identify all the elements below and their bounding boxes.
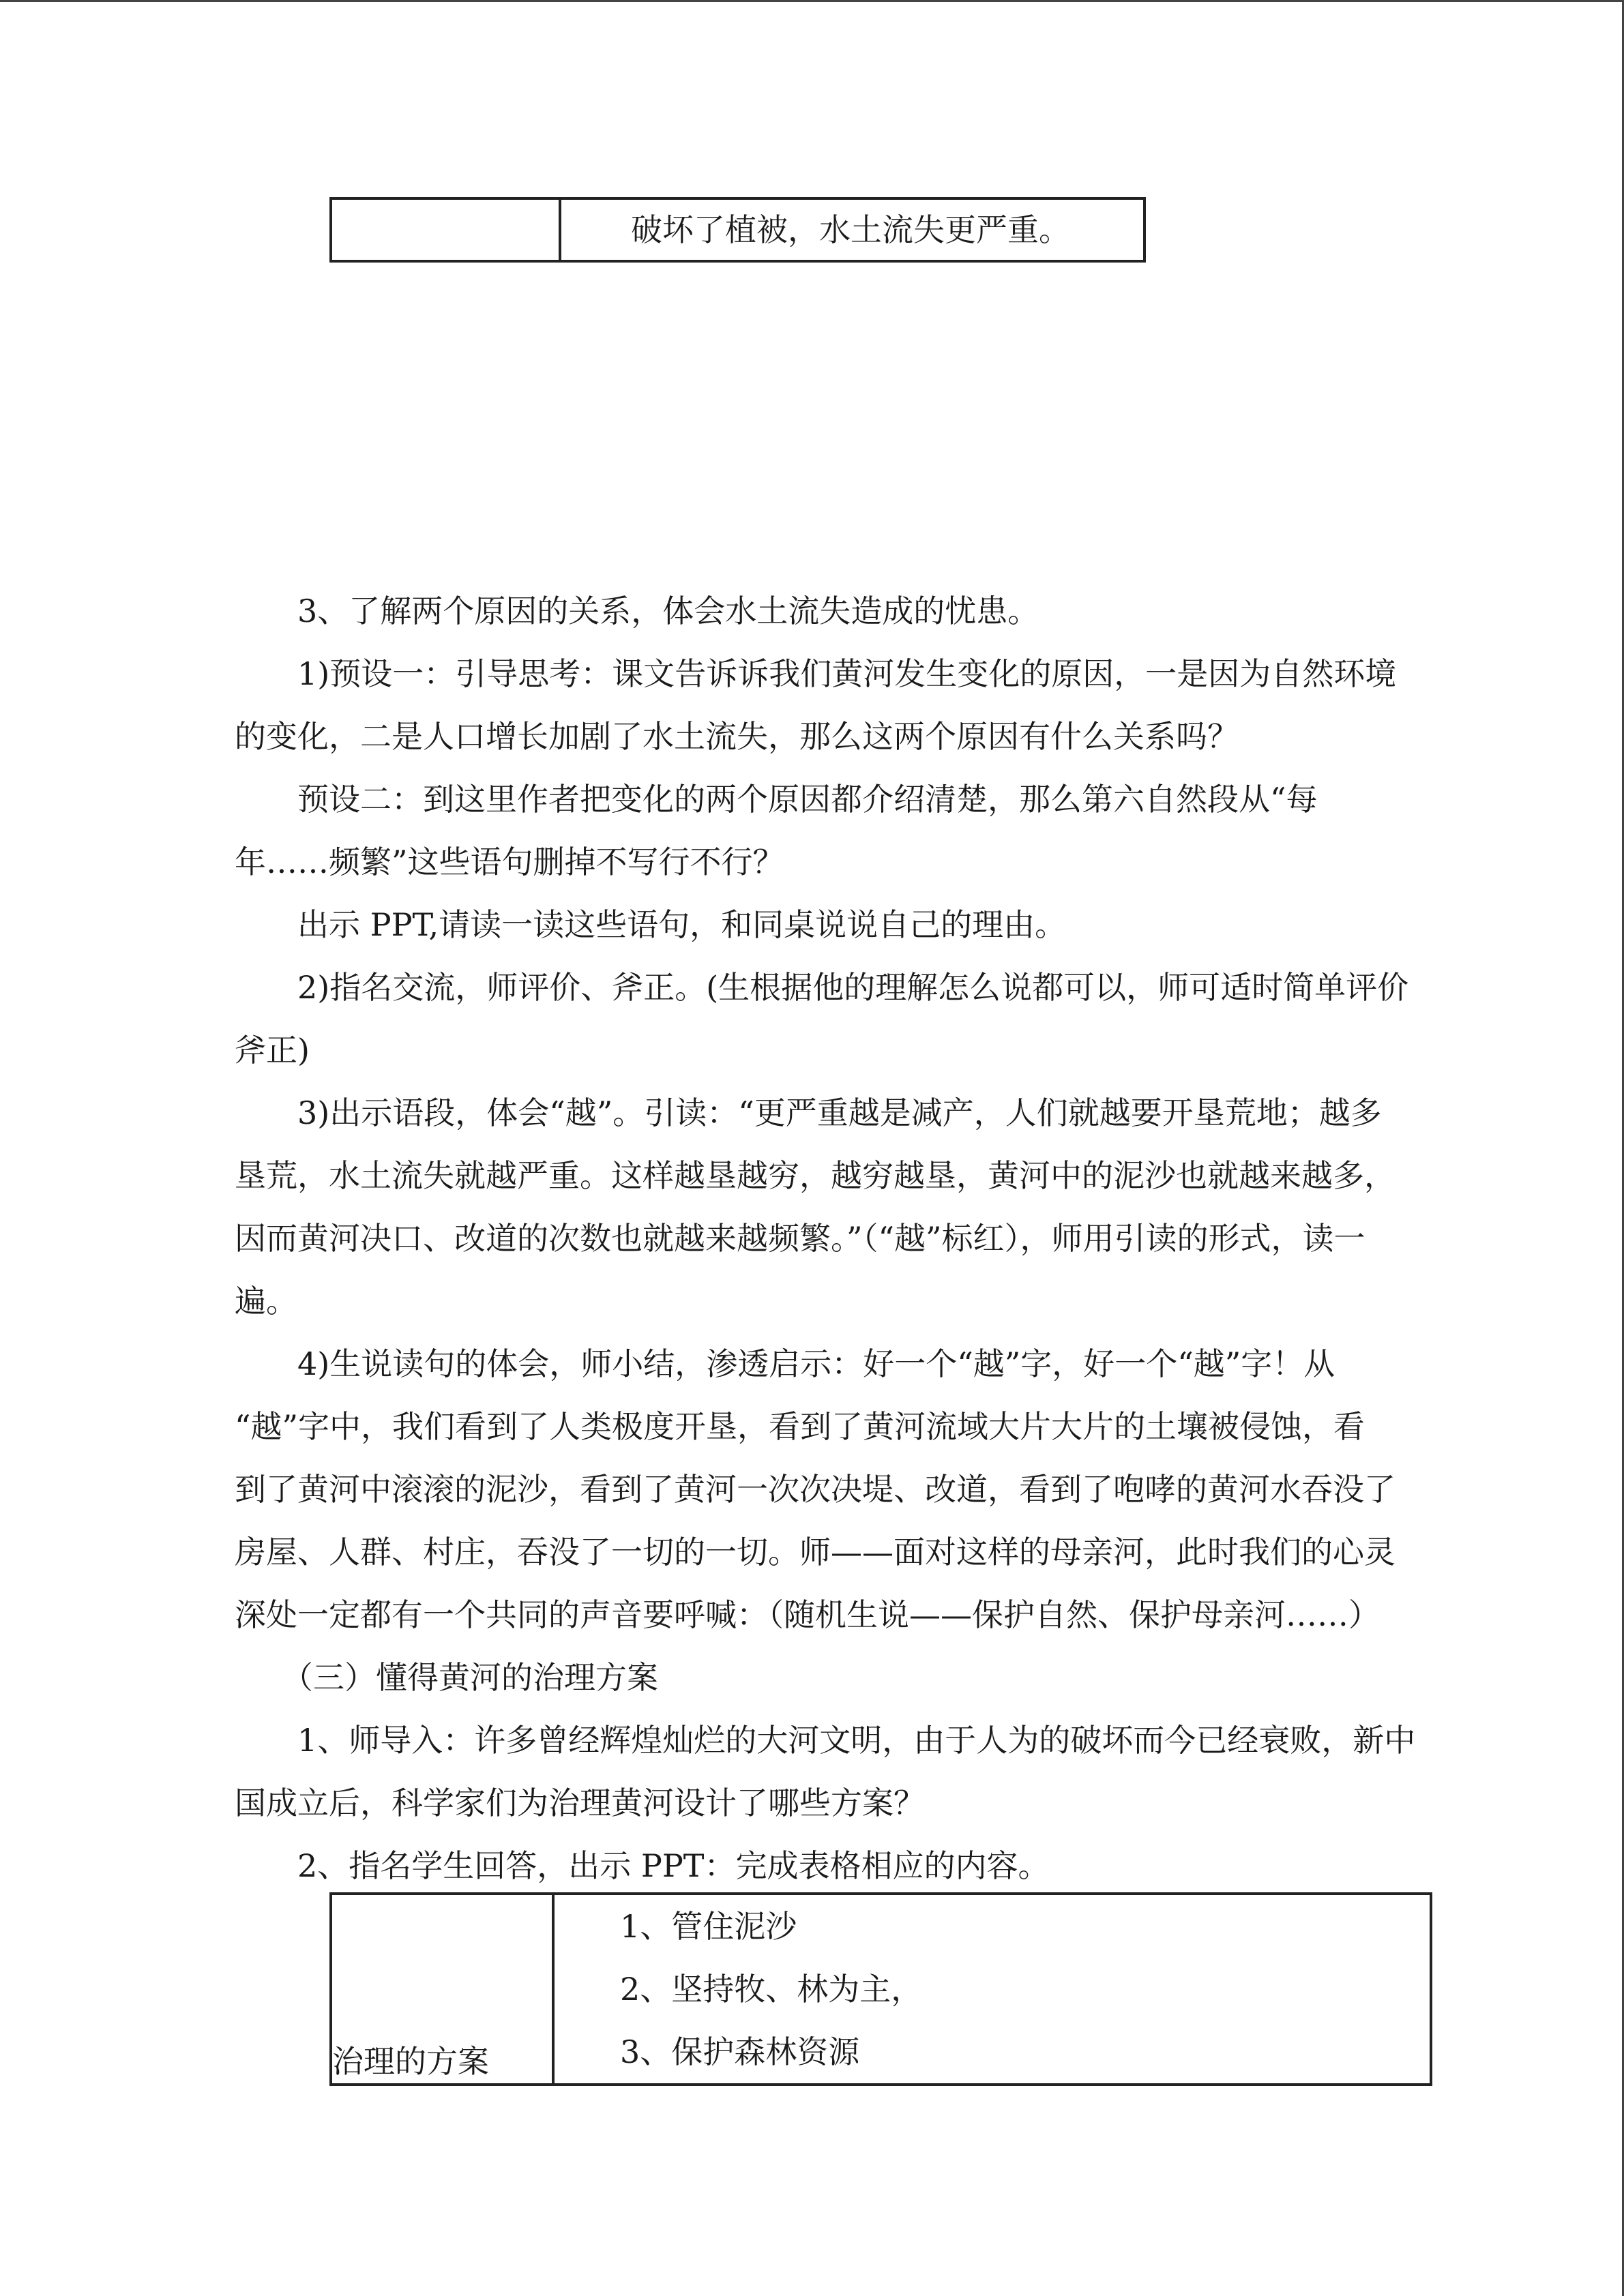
plan-label-cell: 治理的方案 bbox=[331, 1894, 553, 2085]
section-heading: （三）懂得黄河的治理方案 bbox=[235, 1659, 658, 1696]
paragraph-line: 1)预设一：引导思考：课文告诉诉我们黄河发生变化的原因，一是因为自然环境 bbox=[235, 655, 1397, 692]
paragraph-line: 出示 PPT,请读一读这些语句，和同桌说说自己的理由。 bbox=[235, 906, 1067, 943]
plan-table bbox=[329, 1892, 1432, 2086]
paragraph-line: 预设二：到这里作者把变化的两个原因都介绍清楚，那么第六自然段从“每 bbox=[235, 781, 1318, 818]
paragraph-line: 垦荒，水土流失就越严重。这样越垦越穷，越穷越垦，黄河中的泥沙也就越来越多， bbox=[235, 1157, 1396, 1194]
paragraph-line: 3)出示语段，体会“越”。引读：“更严重越是减产，人们就越要开垦荒地；越多 bbox=[235, 1094, 1382, 1131]
paragraph-line: 的变化，二是人口增长加剧了水土流失，那么这两个原因有什么关系吗？ bbox=[235, 718, 1239, 755]
paragraph-line: 斧正) bbox=[235, 1032, 310, 1069]
paragraph-line: 因而黄河决口、改道的次数也就越来越频繁。”（“越”标红），师用引读的形式，读一 bbox=[235, 1220, 1365, 1257]
plan-item: 3、保护森林资源 bbox=[620, 2033, 860, 2070]
page-border-top bbox=[0, 0, 1624, 2]
paragraph-line: 到了黄河中滚滚的泥沙，看到了黄河一次次决堤、改道，看到了咆哮的黄河水吞没了 bbox=[235, 1471, 1396, 1508]
paragraph-line: “越”字中，我们看到了人类极度开垦，看到了黄河流域大片大片的土壤被侵蚀，看 bbox=[235, 1408, 1365, 1445]
paragraph-line: 年……频繁”这些语句删掉不写行不行？ bbox=[235, 844, 784, 880]
table-cell-text: 破坏了植被，水土流失更严重。 bbox=[560, 198, 1145, 261]
paragraph-line: 3、了解两个原因的关系，体会水土流失造成的忧患。 bbox=[235, 593, 1039, 629]
paragraph-line: 4)生说读句的体会，师小结，渗透启示：好一个“越”字，好一个“越”字！从 bbox=[235, 1345, 1335, 1382]
paragraph-line: 国成立后，科学家们为治理黄河设计了哪些方案？ bbox=[235, 1785, 925, 1821]
cause-table bbox=[329, 197, 1146, 263]
paragraph-line: 房屋、人群、村庄，吞没了一切的一切。师——面对这样的母亲河，此时我们的心灵 bbox=[235, 1534, 1396, 1570]
table-row bbox=[331, 198, 1145, 261]
plan-items-cell bbox=[553, 1894, 1431, 2085]
table-cell-empty bbox=[331, 198, 560, 261]
paragraph-line: 深处一定都有一个共同的声音要呼喊：（随机生说——保护自然、保护母亲河……） bbox=[235, 1596, 1380, 1633]
plan-item: 1、管住泥沙 bbox=[620, 1908, 797, 1945]
paragraph-line: 遍。 bbox=[235, 1283, 297, 1320]
table-row bbox=[331, 1894, 1431, 2085]
plan-item: 2、坚持牧、林为主， bbox=[620, 1971, 923, 2008]
paragraph-line: 2)指名交流，师评价、斧正。(生根据他的理解怎么说都可以，师可适时简单评价 bbox=[235, 969, 1409, 1006]
paragraph-line: 1、师导入：许多曾经辉煌灿烂的大河文明，由于人为的破坏而今已经衰败，新中 bbox=[235, 1722, 1416, 1759]
paragraph-line: 2、指名学生回答，出示 PPT：完成表格相应的内容。 bbox=[235, 1847, 1050, 1884]
